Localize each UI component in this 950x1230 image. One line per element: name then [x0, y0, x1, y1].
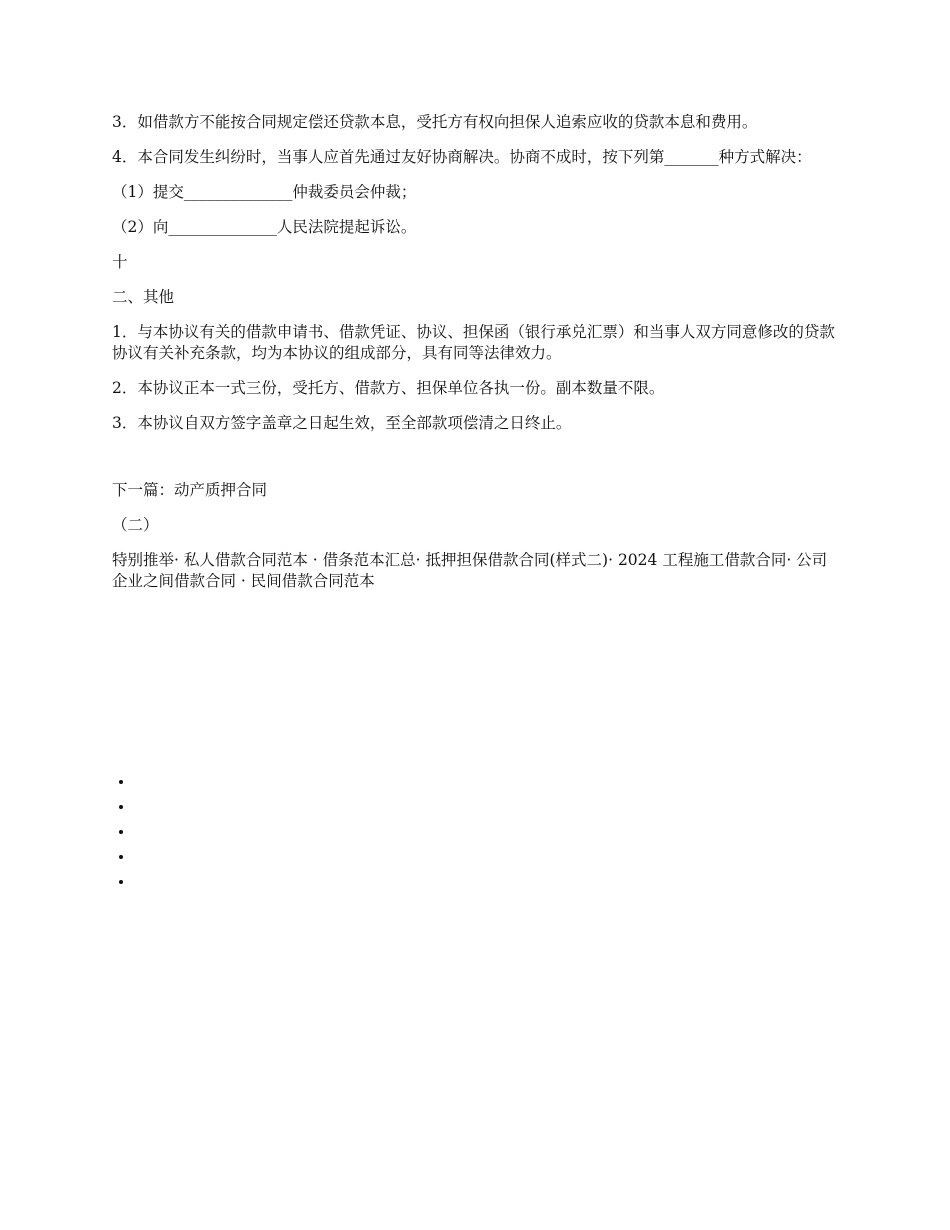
recommended-links[interactable]: 特别推举· 私人借款合同范本 · 借条范本汇总· 抵押担保借款合同(样式二)· 2024 工程施工借款合同· 公司企业之间借款合同 · 民间借款合同范本: [112, 551, 828, 590]
list-item: [134, 770, 334, 795]
list-item: [134, 820, 334, 845]
spacer: [112, 448, 838, 474]
empty-bullet-list: [112, 770, 334, 895]
list-item: [134, 795, 334, 820]
list-item: [134, 870, 334, 895]
section-heading-other: 二、其他: [112, 288, 175, 306]
section-number-ten: 十: [112, 253, 128, 271]
clause-4-dispute-resolution: 4．本合同发生纠纷时，当事人应首先通过友好协商解决。协商不成时，按下列第_______种方式解决：: [112, 148, 812, 166]
option-2-litigation: （2）向______________人民法院提起诉讼。: [112, 218, 417, 236]
part-label: （二）: [112, 516, 159, 534]
other-clause-2: 2．本协议正本一式三份，受托方、借款方、担保单位各执一份。副本数量不限。: [112, 379, 665, 397]
next-article-link[interactable]: 下一篇：动产质押合同: [112, 481, 268, 499]
other-clause-1: 1．与本协议有关的借款申请书、借款凭证、协议、担保函（银行承兑汇票）和当事人双方同意修改的贷款协议有关补充条款，均为本协议的组成部分，具有同等法律效力。: [112, 323, 835, 362]
other-clause-3: 3．本协议自双方签字盖章之日起生效，至全部款项偿清之日终止。: [112, 414, 572, 432]
option-1-arbitration: （1）提交______________仲裁委员会仲裁；: [112, 183, 417, 201]
clause-3-guarantor-recourse: 3．如借款方不能按合同规定偿还贷款本息，受托方有权向担保人追索应收的贷款本息和费用。: [112, 113, 758, 131]
document-body: [112, 112, 838, 606]
list-item: [134, 845, 334, 870]
